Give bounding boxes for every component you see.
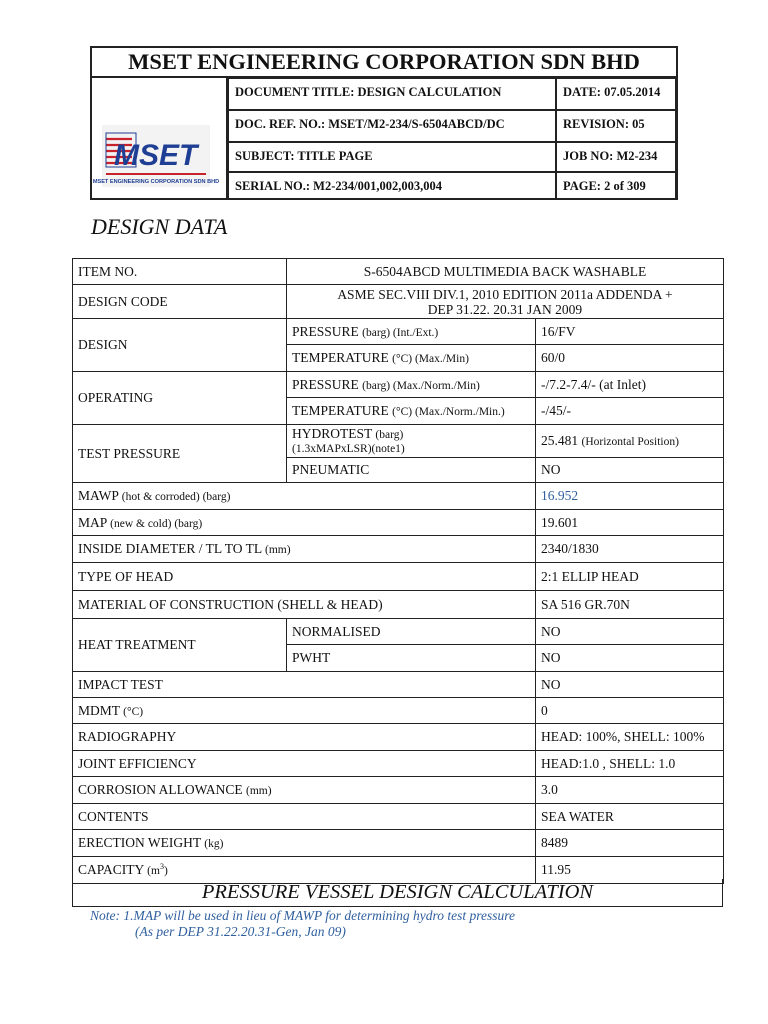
operating-temp-label <box>287 398 536 425</box>
job-no: JOB NO: M2-234 <box>556 142 676 172</box>
map-value: 19.601 <box>536 510 724 536</box>
table-row <box>73 619 724 645</box>
table-row <box>73 259 724 285</box>
erection-weight-unit: (kg) <box>204 838 224 850</box>
logo-text: MSET <box>114 139 198 172</box>
radiography-value: HEAD: 100%, SHELL: 100% <box>536 724 724 751</box>
table-row <box>73 698 724 724</box>
operating-pressure-unit: (barg) (Max./Norm./Min) <box>362 379 480 392</box>
document-date: DATE: 07.05.2014 <box>556 78 676 110</box>
mawp-label <box>73 483 536 510</box>
subject: SUBJECT: TITLE PAGE <box>228 142 556 172</box>
revision: REVISION: 05 <box>556 110 676 142</box>
table-row <box>73 830 724 857</box>
inside-diameter-value: 2340/1830 <box>536 536 724 563</box>
contents-label: CONTENTS <box>73 804 536 830</box>
material-label: MATERIAL OF CONSTRUCTION (SHELL & HEAD) <box>73 591 536 619</box>
company-logo <box>92 125 220 187</box>
normalised-label: NORMALISED <box>287 619 536 645</box>
design-label: DESIGN <box>73 319 287 372</box>
corrosion-allowance-text: CORROSION ALLOWANCE <box>78 782 243 797</box>
table-row <box>73 777 724 804</box>
footer-title: PRESSURE VESSEL DESIGN CALCULATION <box>72 879 723 907</box>
impact-test-value: NO <box>536 672 724 698</box>
map-unit: (new & cold) (barg) <box>110 517 203 530</box>
material-value: SA 516 GR.70N <box>536 591 724 619</box>
operating-pressure-text: PRESSURE <box>292 376 359 392</box>
type-of-head-value: 2:1 ELLIP HEAD <box>536 563 724 591</box>
hydrotest-text: HYDROTEST <box>292 425 373 441</box>
document-ref: DOC. REF. NO.: MSET/M2-234/S-6504ABCD/DC <box>228 110 556 142</box>
contents-value: SEA WATER <box>536 804 724 830</box>
corrosion-allowance-label <box>73 777 536 804</box>
hydrotest-number: 25.481 <box>541 433 579 448</box>
table-row <box>73 751 724 777</box>
impact-test-label: IMPACT TEST <box>73 672 536 698</box>
page-number: PAGE: 2 of 309 <box>556 172 676 200</box>
operating-temp-value: -/45/- <box>536 398 724 425</box>
operating-pressure-label <box>287 372 536 398</box>
mdmt-text: MDMT <box>78 702 120 718</box>
design-temp-label <box>287 345 536 372</box>
design-temp-value: 60/0 <box>536 345 724 372</box>
note-line-2: (As per DEP 31.22.20.31-Gen, Jan 09) <box>135 924 346 939</box>
mdmt-label <box>73 698 536 724</box>
operating-label: OPERATING <box>73 372 287 425</box>
table-row <box>73 536 724 563</box>
hydrotest-note: (Horizontal Position) <box>581 436 679 448</box>
joint-efficiency-label: JOINT EFFICIENCY <box>73 751 536 777</box>
table-row <box>73 425 724 458</box>
design-pressure-unit: (barg) (Int./Ext.) <box>362 326 439 339</box>
table-row <box>73 724 724 751</box>
operating-pressure-value: -/7.2-7.4/- (at Inlet) <box>536 372 724 398</box>
table-row <box>73 804 724 830</box>
test-pressure-label: TEST PRESSURE <box>73 425 287 483</box>
heat-treatment-label: HEAT TREATMENT <box>73 619 287 672</box>
hydrotest-formula: (1.3xMAPxLSR)(note1) <box>292 442 405 455</box>
design-temp-unit: (°C) (Max./Min) <box>392 353 469 365</box>
table-row <box>73 319 724 345</box>
design-pressure-text: PRESSURE <box>292 323 359 339</box>
logo-graphic <box>92 125 220 187</box>
inside-diameter-unit: (mm) <box>265 544 291 556</box>
operating-temp-unit: (°C) (Max./Norm./Min.) <box>392 406 505 418</box>
pneumatic-value: NO <box>536 458 724 483</box>
design-pressure-label <box>287 319 536 345</box>
hydrotest-unit: (barg) <box>375 428 404 441</box>
company-name: MSET ENGINEERING CORPORATION SDN BHD <box>92 48 676 78</box>
pneumatic-label: PNEUMATIC <box>287 458 536 483</box>
erection-weight-label <box>73 830 536 857</box>
section-title: DESIGN DATA <box>91 214 228 239</box>
normalised-value: NO <box>536 619 724 645</box>
design-code-line1: ASME SEC.VIII DIV.1, 2010 EDITION 2011a ADDENDA + <box>337 286 673 302</box>
inside-diameter-label <box>73 536 536 563</box>
design-code-value <box>287 285 724 319</box>
mdmt-value: 0 <box>536 698 724 724</box>
map-label <box>73 510 536 536</box>
design-data-table <box>72 258 724 884</box>
operating-temp-text: TEMPERATURE <box>292 403 389 418</box>
table-row <box>73 510 724 536</box>
mawp-unit: (hot & corroded) (barg) <box>121 491 231 503</box>
pwht-label: PWHT <box>287 645 536 672</box>
mawp-value: 16.952 <box>536 483 724 510</box>
capacity-value: 11.95 <box>536 857 724 884</box>
erection-weight-text: ERECTION WEIGHT <box>78 835 201 850</box>
table-row <box>73 483 724 510</box>
inside-diameter-text: INSIDE DIAMETER / TL TO TL <box>78 541 262 556</box>
design-code-label: DESIGN CODE <box>73 285 287 319</box>
hydrotest-value <box>536 425 724 458</box>
table-row <box>73 563 724 591</box>
design-pressure-value: 16/FV <box>536 319 724 345</box>
capacity-unit: $(m^3)$ <box>147 862 168 877</box>
item-no-value: S-6504ABCD MULTIMEDIA BACK WASHABLE <box>287 259 724 285</box>
joint-efficiency-value: HEAD:1.0 , SHELL: 1.0 <box>536 751 724 777</box>
pwht-value: NO <box>536 645 724 672</box>
serial-no: SERIAL NO.: M2-234/001,002,003,004 <box>228 172 556 200</box>
document-header <box>90 46 678 200</box>
capacity-text: CAPACITY <box>78 862 144 877</box>
note-line-1: Note: 1.MAP will be used in lieu of MAWP for determining hydro test pressure <box>90 908 515 923</box>
map-text: MAP <box>78 514 107 530</box>
mdmt-unit: (°C) <box>123 705 144 718</box>
erection-weight-value: 8489 <box>536 830 724 857</box>
design-temp-text: TEMPERATURE <box>292 350 389 365</box>
radiography-label: RADIOGRAPHY <box>73 724 536 751</box>
logo-subtext: MSET ENGINEERING CORPORATION SDN BHD <box>92 179 220 185</box>
corrosion-allowance-value: 3.0 <box>536 777 724 804</box>
logo-cell <box>92 78 228 200</box>
design-code-line2: DEP 31.22. 20.31 JAN 2009 <box>427 301 583 317</box>
mawp-text: MAWP <box>78 488 119 503</box>
item-no-label: ITEM NO. <box>73 259 287 285</box>
table-row <box>73 672 724 698</box>
document-title: DOCUMENT TITLE: DESIGN CALCULATION <box>228 78 556 110</box>
table-row <box>73 285 724 319</box>
table-row <box>73 591 724 619</box>
table-row <box>73 372 724 398</box>
corrosion-allowance-unit: (mm) <box>246 785 272 797</box>
hydrotest-label <box>287 425 536 458</box>
type-of-head-label: TYPE OF HEAD <box>73 563 536 591</box>
